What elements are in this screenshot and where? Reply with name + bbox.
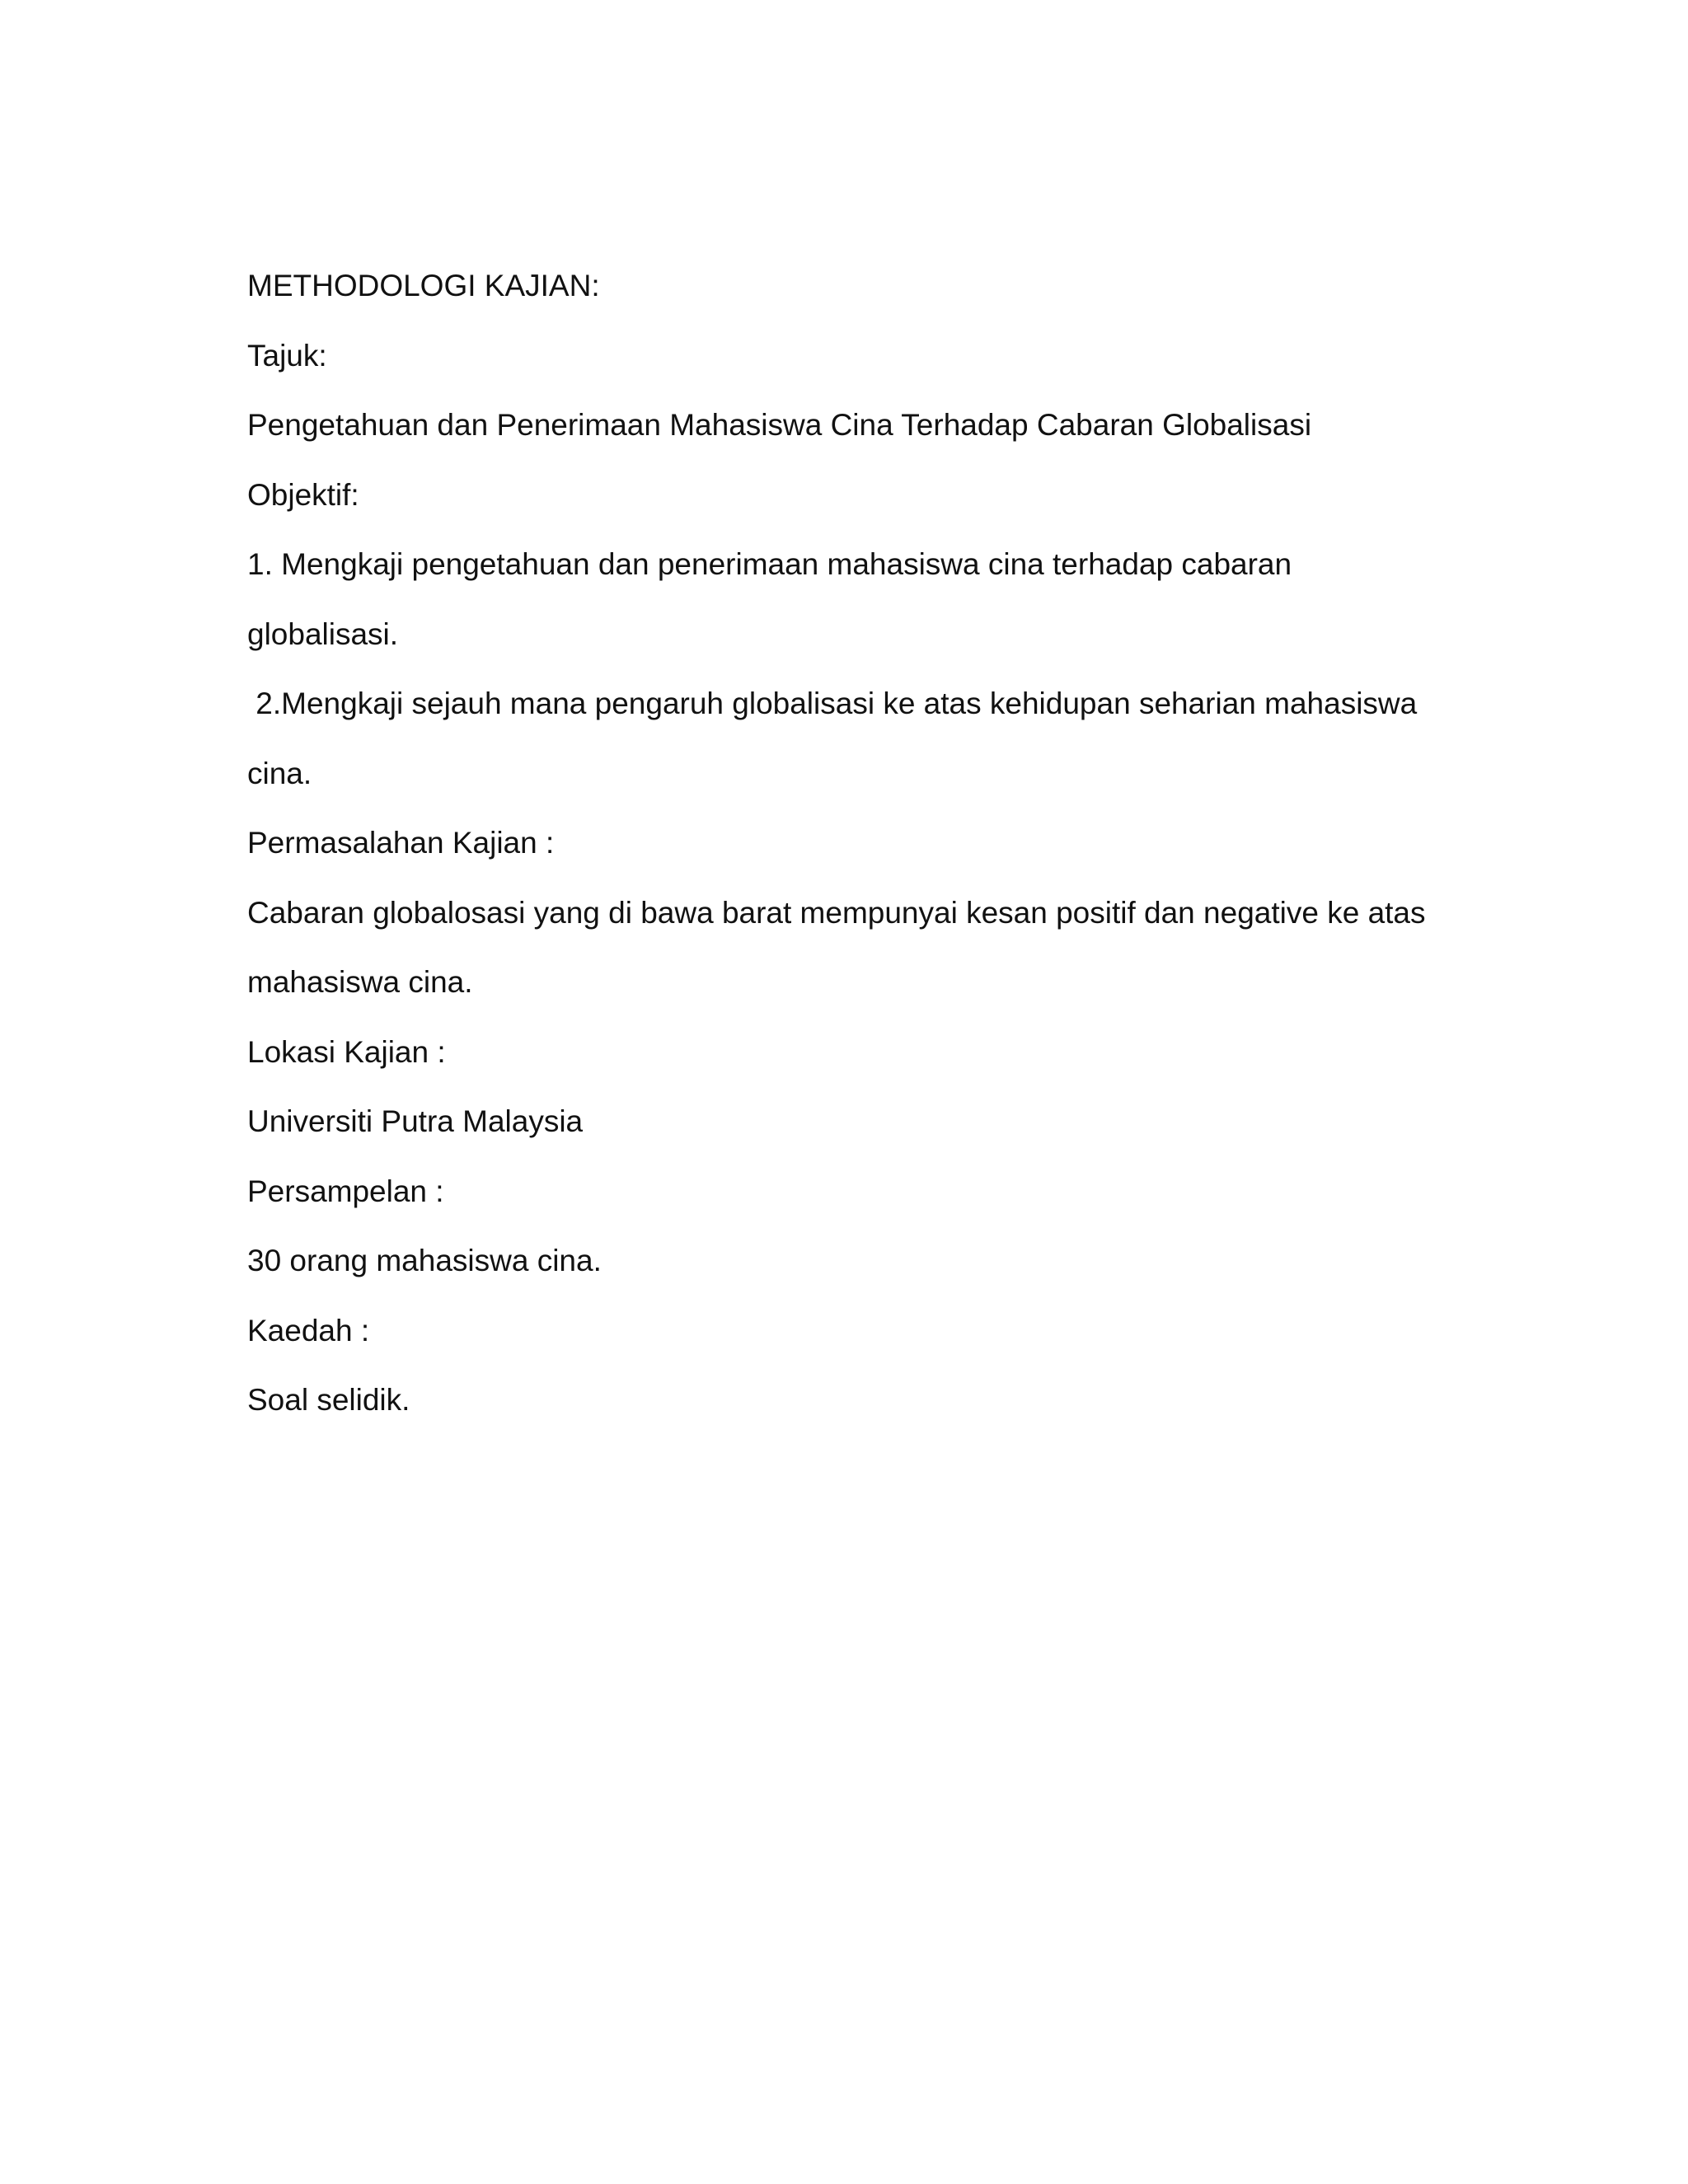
objective-2-line-1: 2.Mengkaji sejauh mana pengaruh globalisasi ke atas kehidupan seharian mahasiswa	[247, 687, 1418, 720]
title-text: Pengetahuan dan Penerimaan Mahasiswa Cina Terhadap Cabaran Globalisasi	[247, 408, 1312, 442]
label-lokasi-kajian: Lokasi Kajian :	[247, 1034, 446, 1069]
sample-text: 30 orang mahasiswa cina.	[247, 1244, 602, 1277]
label-permasalahan-kajian: Permasalahan Kajian :	[247, 826, 555, 860]
objective-1-line-2: globalisasi.	[247, 616, 399, 651]
problem-statement-line-1: Cabaran globalosasi yang di bawa barat mempunyai kesan positif dan negative ke atas	[247, 895, 1426, 930]
label-objektif: Objektif:	[247, 477, 359, 512]
location-text: Universiti Putra Malaysia	[247, 1104, 584, 1138]
problem-statement-line-2: mahasiswa cina.	[247, 965, 473, 999]
objective-2-line-2: cina.	[247, 756, 312, 790]
method-text: Soal selidik.	[247, 1383, 410, 1417]
section-heading-methodology: METHODOLOGI KAJIAN:	[247, 269, 600, 302]
label-tajuk: Tajuk:	[247, 338, 327, 373]
document-body	[247, 262, 1451, 1446]
label-kaedah: Kaedah :	[247, 1313, 370, 1347]
objective-1-line-1: 1. Mengkaji pengetahuan dan penerimaan mahasiswa cina terhadap cabaran	[247, 547, 1292, 581]
label-persampelan: Persampelan :	[247, 1174, 444, 1208]
